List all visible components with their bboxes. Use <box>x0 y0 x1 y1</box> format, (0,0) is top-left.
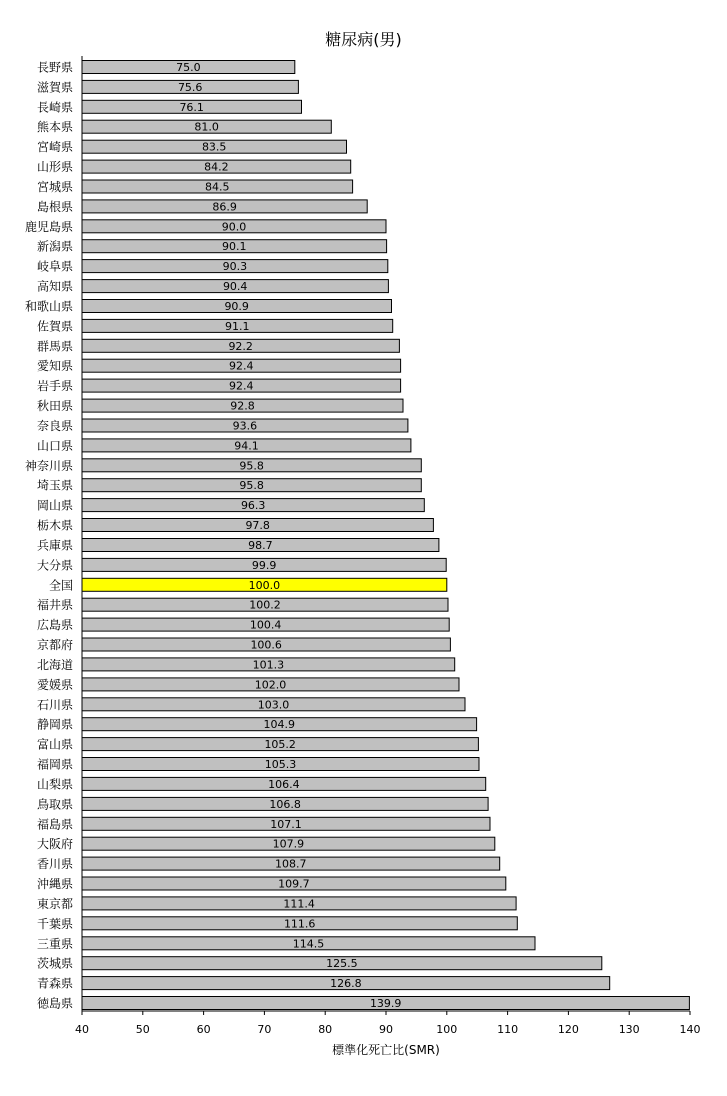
bar-value-label: 75.0 <box>176 61 201 74</box>
category-label: 徳島県 <box>36 996 73 1011</box>
bar-value-label: 83.5 <box>201 140 227 154</box>
category-label: 福井県 <box>36 598 73 613</box>
category-label: 滋賀県 <box>36 80 73 95</box>
bar-value-label: 109.7 <box>278 877 310 891</box>
bar-value-label: 92.4 <box>229 379 254 393</box>
bar-value-label: 107.9 <box>272 837 305 851</box>
bar-value-label: 84.2 <box>204 160 229 174</box>
category-label: 宮崎県 <box>36 140 73 155</box>
bar-value-label: 84.5 <box>205 180 230 194</box>
category-label: 宮城県 <box>36 180 73 194</box>
bar-value-label: 90.9 <box>224 300 249 313</box>
category-label: 兵庫県 <box>36 538 73 553</box>
category-label: 神奈川県 <box>24 458 73 473</box>
category-label: 埼玉県 <box>36 478 73 493</box>
bar-value-label: 125.5 <box>326 957 358 971</box>
x-tick-label: 120 <box>557 1023 579 1036</box>
bar-value-label: 100.6 <box>250 638 282 652</box>
bar-value-label: 114.5 <box>292 937 325 951</box>
x-tick-label: 130 <box>618 1023 640 1036</box>
bar-value-label: 101.3 <box>252 658 285 672</box>
category-label: 佐賀県 <box>36 319 73 334</box>
category-label: 長崎県 <box>36 100 73 115</box>
x-tick-label: 50 <box>135 1023 150 1036</box>
x-tick-label: 90 <box>379 1023 393 1036</box>
bar-value-label: 75.6 <box>177 80 203 94</box>
x-tick-label: 40 <box>75 1023 89 1036</box>
category-label: 熊本県 <box>36 120 73 135</box>
bar-value-label: 86.9 <box>212 200 237 214</box>
chart-title: 糖尿病(男) <box>325 30 402 49</box>
category-label: 鹿児島県 <box>24 219 73 234</box>
bar-value-label: 91.1 <box>225 319 250 333</box>
category-label: 三重県 <box>36 936 73 951</box>
category-label: 大阪府 <box>36 837 73 852</box>
category-label: 青森県 <box>36 976 73 991</box>
bar-value-label: 111.4 <box>283 897 315 911</box>
category-label: 広島県 <box>36 618 73 633</box>
category-label: 全国 <box>48 578 73 593</box>
bar-value-label: 81.0 <box>194 120 219 134</box>
bar-value-label: 92.4 <box>229 359 254 373</box>
bar-value-label: 96.3 <box>240 499 266 513</box>
bar-value-label: 111.6 <box>283 917 316 931</box>
category-label: 栃木県 <box>36 518 73 533</box>
category-label: 山口県 <box>36 438 73 453</box>
bar-value-label: 90.3 <box>222 260 248 274</box>
bar-value-label: 103.0 <box>257 698 290 712</box>
bar-value-label: 98.7 <box>248 539 273 552</box>
category-label: 岡山県 <box>36 498 73 513</box>
bar-value-label: 100.4 <box>249 618 282 632</box>
bar-value-label: 90.1 <box>222 240 247 254</box>
bar-value-label: 106.8 <box>269 797 301 811</box>
category-label: 福島県 <box>36 817 73 832</box>
bar-value-label: 105.3 <box>264 758 297 771</box>
category-label: 福岡県 <box>36 757 73 772</box>
category-label: 新潟県 <box>36 239 73 254</box>
bar-value-label: 92.8 <box>230 399 255 413</box>
category-label: 茨城県 <box>36 956 73 971</box>
category-label: 高知県 <box>36 279 73 294</box>
category-label: 東京都 <box>36 896 73 911</box>
category-label: 山梨県 <box>36 777 73 792</box>
bar-value-label: 100.0 <box>248 578 281 592</box>
category-label: 静岡県 <box>36 717 73 732</box>
x-tick-label: 70 <box>257 1023 272 1036</box>
category-label: 香川県 <box>36 857 73 872</box>
category-label: 長野県 <box>36 60 73 75</box>
bar-value-label: 102.0 <box>254 678 287 692</box>
bar-value-label: 95.8 <box>239 459 264 473</box>
category-label: 北海道 <box>36 657 73 672</box>
bar-value-label: 105.2 <box>264 738 296 752</box>
category-label: 和歌山県 <box>24 299 73 314</box>
category-label: 鳥取県 <box>36 797 73 812</box>
bar-value-label: 90.0 <box>221 220 247 234</box>
bar-value-label: 90.4 <box>222 280 248 294</box>
category-label: 山形県 <box>36 160 73 175</box>
x-tick-label: 80 <box>318 1023 333 1036</box>
category-label: 大分県 <box>36 558 73 573</box>
category-label: 沖縄県 <box>36 877 73 891</box>
bar-value-label: 100.2 <box>249 598 281 612</box>
category-label: 富山県 <box>36 737 73 752</box>
x-axis-title: 標準化死亡比(SMR) <box>332 1043 440 1057</box>
category-label: 島根県 <box>36 199 73 214</box>
bar-value-label: 126.8 <box>330 977 362 991</box>
category-label: 千葉県 <box>36 916 73 931</box>
category-label: 岐阜県 <box>36 259 73 274</box>
bar-value-label: 108.7 <box>275 857 307 871</box>
bar-value-label: 139.9 <box>369 997 402 1010</box>
bar-value-label: 97.8 <box>245 519 270 532</box>
bar-value-label: 104.9 <box>263 718 296 732</box>
category-label: 愛媛県 <box>36 677 73 692</box>
bar-value-label: 93.6 <box>232 419 258 433</box>
category-label: 秋田県 <box>36 399 73 414</box>
category-label: 石川県 <box>36 697 73 712</box>
category-label: 奈良県 <box>36 419 73 433</box>
category-label: 岩手県 <box>36 379 73 394</box>
category-label: 群馬県 <box>36 339 73 354</box>
bar-value-label: 106.4 <box>268 777 300 791</box>
bar-value-label: 76.1 <box>179 100 204 114</box>
bar-value-label: 107.1 <box>270 817 302 831</box>
bar-value-label: 99.9 <box>251 558 277 572</box>
x-tick-label: 110 <box>497 1023 519 1036</box>
category-label: 京都府 <box>36 638 73 652</box>
x-tick-label: 100 <box>436 1023 458 1036</box>
bar-value-label: 94.1 <box>234 439 259 453</box>
bar-value-label: 95.8 <box>239 479 264 493</box>
x-tick-label: 60 <box>196 1023 211 1036</box>
category-label: 愛知県 <box>36 359 73 374</box>
bar-value-label: 92.2 <box>228 339 253 353</box>
x-tick-label: 140 <box>679 1023 701 1036</box>
